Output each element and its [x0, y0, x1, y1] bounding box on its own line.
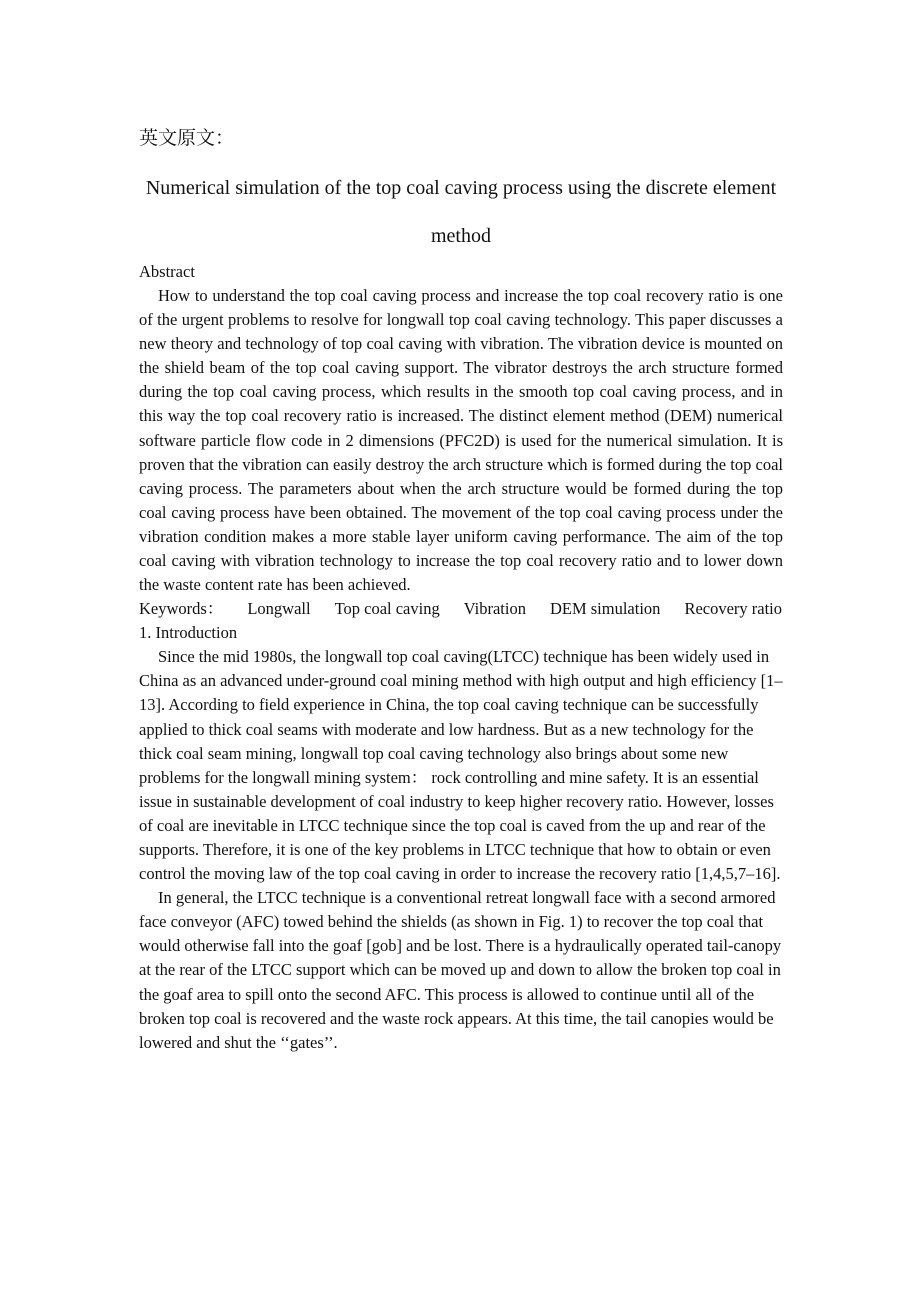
keyword: Vibration [463, 599, 526, 619]
keyword: Recovery ratio [684, 599, 783, 619]
chinese-heading: 英文原文： [139, 127, 235, 149]
abstract-label: Abstract [139, 262, 195, 281]
abstract-paragraph: How to understand the top coal caving process and increase the top coal recovery ratio is one of the urgent problems to resolve for longwall top coal caving technology. This paper discusses a new theory and technology of top coal caving with vibration. The vibration device is mounted on the shield beam of the top coal caving support. The vibrator destroys the arch structure formed during the top coal caving process, which results in the smooth top coal caving process, and in this way the top coal recovery ratio is increased. The distinct element method (DEM) numerical software particle flow code in 2 dimensions (PFC2D) is used for the numerical simulation. It is proven that the vibration can easily destroy the arch structure which is formed during the top coal caving process. The parameters about when the arch structure would be formed during the top coal caving process have been obtained. The movement of the top coal caving process under the vibration condition makes a more stable layer uniform caving performance. The aim of the top coal caving with vibration technology to increase the top coal recovery ratio and to lower down the waste content rate has been achieved. [139, 286, 783, 595]
keywords-label: Keywords： [139, 599, 224, 619]
keyword: Top coal caving [334, 599, 440, 619]
paper-title: Numerical simulation of the top coal caving process using the discrete element method [145, 177, 777, 247]
introduction-paragraph-1: Since the mid 1980s, the longwall top coal caving(LTCC) technique has been widely used in China as an advanced under-ground coal mining method with high output and high efficiency [1–13]. According to field experience in China, the top coal caving technique can be successfully applied to thick coal seams with moderate and low hardness. But as a new technology for the thick coal seam mining, longwall top coal caving technology also brings about some new problems for the longwall mining system： rock controlling and mine safety. It is an essential issue in sustainable development of coal industry to keep higher recovery ratio. However, losses of coal are inevitable in LTCC technique since the top coal is caved from the up and rear of the supports. Therefore, it is one of the key problems in LTCC technique that how to obtain or even control the moving law of the top coal caving in order to increase the recovery ratio [1,4,5,7–16]. [139, 647, 783, 884]
introduction-heading: 1. Introduction [139, 623, 238, 643]
keyword: DEM simulation [549, 599, 661, 619]
introduction-paragraph-2: In general, the LTCC technique is a conventional retreat longwall face with a second armored face conveyor (AFC) towed behind the shields (as shown in Fig. 1) to recover the top coal that would otherwise fall into the goaf [gob] and be lost. There is a hydraulically operated tail-canopy at the rear of the LTCC support which can be moved up and down to allow the broken top coal in the goaf area to spill onto the second AFC. This process is allowed to continue until all of the broken top coal is recovered and the waste rock appears. At this time, the tail canopies would be lowered and shut the ‘‘gates’’. [139, 888, 782, 1052]
document-page [139, 124, 783, 1055]
keywords-line [139, 597, 839, 621]
keyword: Longwall [247, 599, 311, 619]
